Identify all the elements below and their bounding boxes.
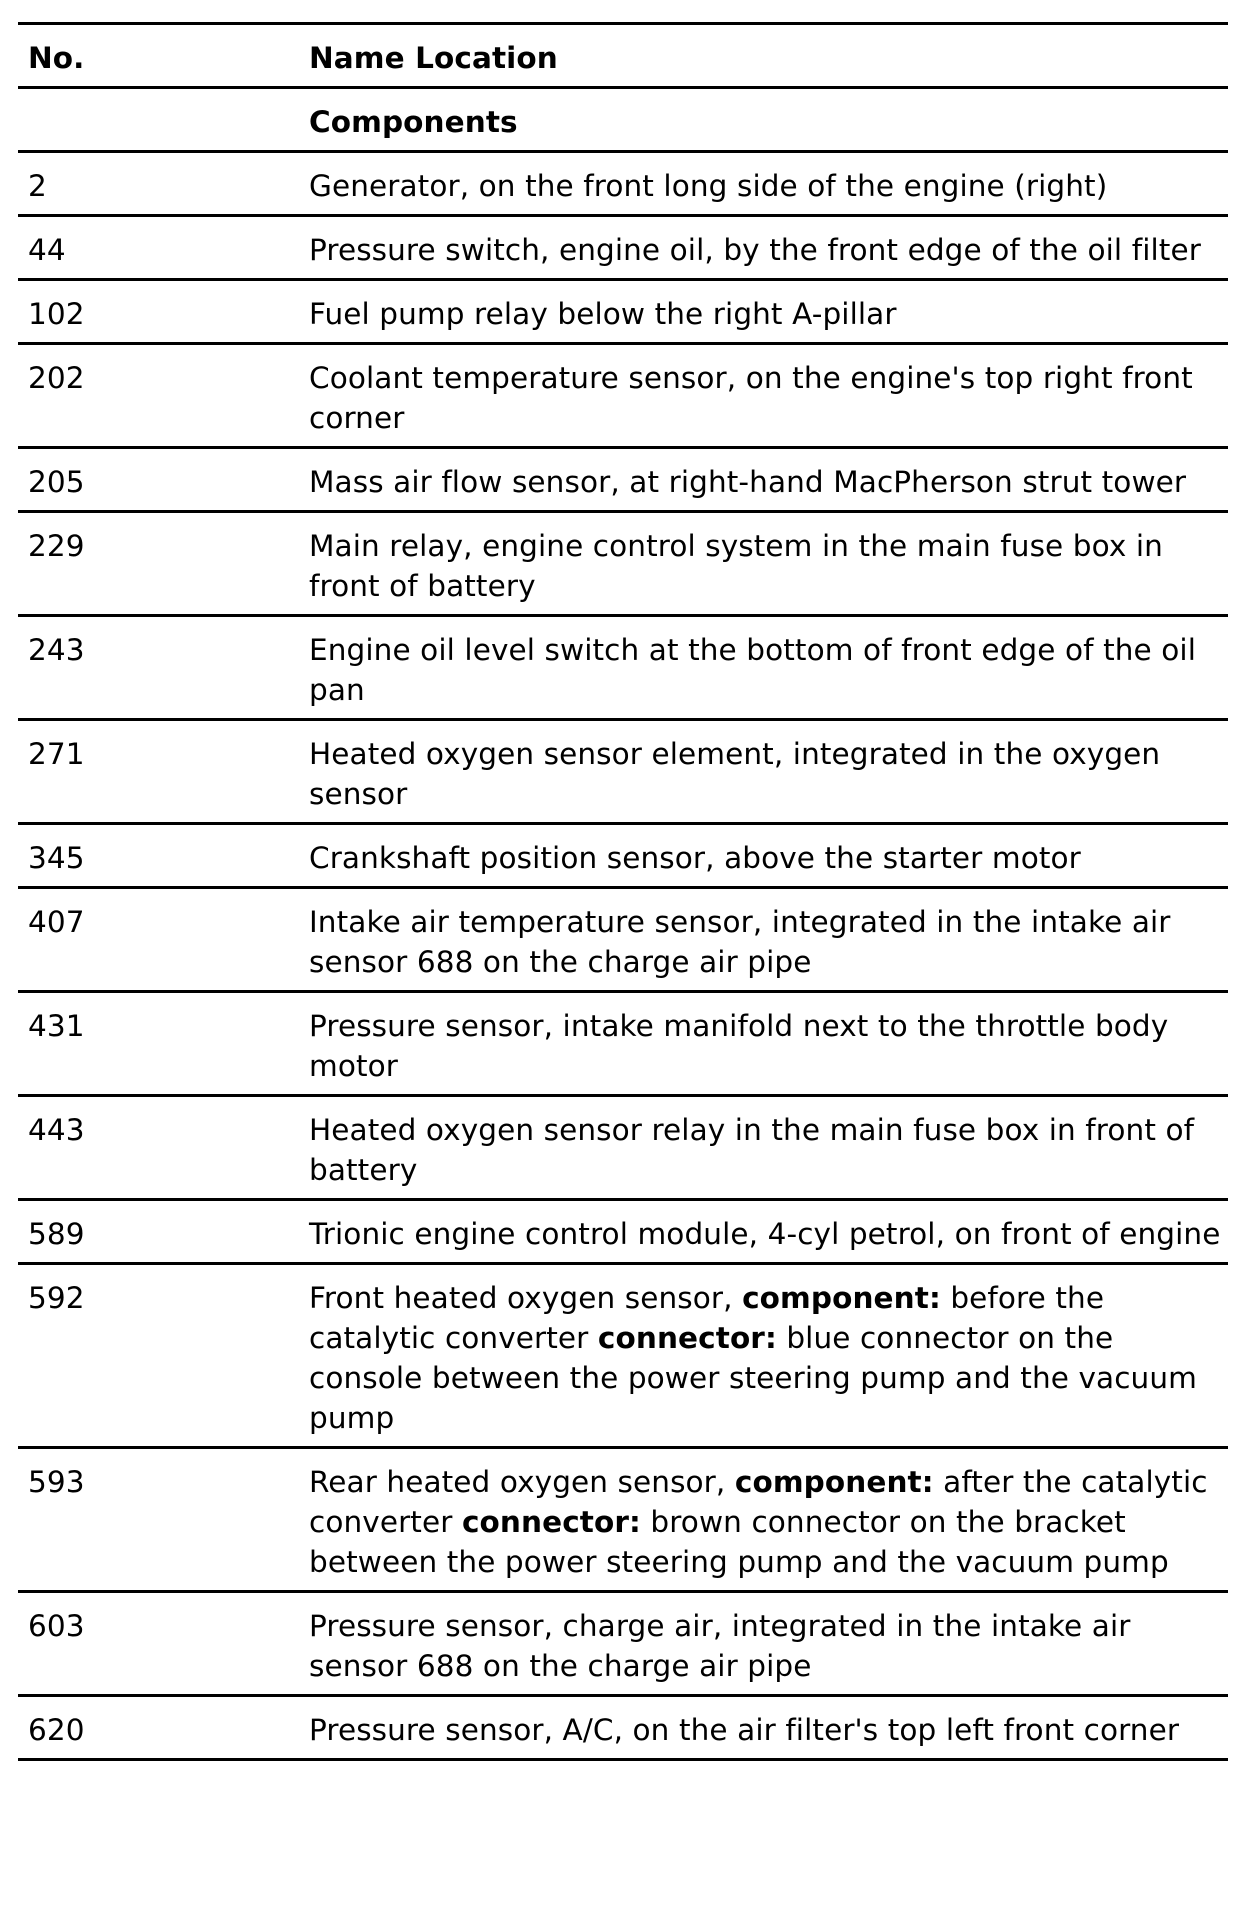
component-number: 243 [18, 616, 309, 720]
location-text: Heated oxygen sensor element, integrated in the oxygen sensor [309, 737, 1161, 811]
component-number: 44 [18, 216, 309, 280]
component-name-location [309, 888, 1228, 992]
location-text: after the catalytic converter [309, 1465, 1208, 1539]
table-row [18, 1200, 1228, 1264]
location-text: Main relay, engine control system in the main fuse box in front of battery [309, 529, 1163, 603]
component-number: 593 [18, 1448, 309, 1592]
location-keyword: connector: [597, 1321, 777, 1355]
component-name-location [309, 720, 1228, 824]
component-number: 102 [18, 280, 309, 344]
section-title: Components [309, 88, 1228, 152]
component-number: 443 [18, 1096, 309, 1200]
location-text: Trionic engine control module, 4-cyl petrol, on front of engine [309, 1217, 1221, 1251]
location-keyword: component: [734, 1465, 934, 1499]
component-name-location [309, 344, 1228, 448]
component-name-location [309, 216, 1228, 280]
location-text: Pressure sensor, intake manifold next to the throttle body motor [309, 1009, 1169, 1083]
component-name-location [309, 1200, 1228, 1264]
table-row [18, 1696, 1228, 1760]
table-row [18, 280, 1228, 344]
component-name-location [309, 1096, 1228, 1200]
component-name-location [309, 1696, 1228, 1760]
section-row [18, 88, 1228, 152]
column-header-name-location: Name Location [309, 24, 1228, 88]
component-number: 603 [18, 1592, 309, 1696]
table-row [18, 216, 1228, 280]
table-row [18, 152, 1228, 216]
table-row [18, 448, 1228, 512]
location-text: Engine oil level switch at the bottom of front edge of the oil pan [309, 633, 1196, 707]
table-row [18, 1448, 1228, 1592]
header-row [18, 24, 1228, 88]
location-text: Rear heated oxygen sensor, [309, 1465, 735, 1499]
location-text: Generator, on the front long side of the engine (right) [309, 169, 1108, 203]
table-row [18, 720, 1228, 824]
component-name-location [309, 1448, 1228, 1592]
location-text: Mass air flow sensor, at right-hand MacPherson strut tower [309, 465, 1187, 499]
table-row [18, 992, 1228, 1096]
location-text: Pressure sensor, A/C, on the air filter's top left front corner [309, 1713, 1180, 1747]
location-text: Intake air temperature sensor, integrated in the intake air sensor 688 on the charge air pipe [309, 905, 1171, 979]
component-number: 407 [18, 888, 309, 992]
table-row [18, 616, 1228, 720]
component-name-location [309, 1592, 1228, 1696]
table-row [18, 824, 1228, 888]
location-text: Front heated oxygen sensor, [309, 1281, 743, 1315]
component-table [18, 22, 1228, 1761]
location-text: Fuel pump relay below the right A-pillar [309, 297, 897, 331]
component-number: 592 [18, 1264, 309, 1448]
component-number: 205 [18, 448, 309, 512]
location-text: brown connector on the bracket between the power steering pump and the vacuum pump [309, 1505, 1169, 1579]
table-row [18, 888, 1228, 992]
table-body [18, 88, 1228, 1760]
location-text: Pressure switch, engine oil, by the front edge of the oil filter [309, 233, 1201, 267]
component-name-location [309, 824, 1228, 888]
component-name-location [309, 512, 1228, 616]
component-name-location [309, 616, 1228, 720]
component-location-sheet [18, 22, 1228, 1761]
component-number: 345 [18, 824, 309, 888]
table-row [18, 1264, 1228, 1448]
location-keyword: connector: [461, 1505, 641, 1539]
component-name-location [309, 992, 1228, 1096]
location-text: Coolant temperature sensor, on the engine's top right front corner [309, 361, 1193, 435]
location-text: Pressure sensor, charge air, integrated in the intake air sensor 688 on the charge air pipe [309, 1609, 1131, 1683]
component-number: 229 [18, 512, 309, 616]
component-name-location [309, 280, 1228, 344]
table-row [18, 344, 1228, 448]
location-keyword: component: [742, 1281, 941, 1315]
section-no-cell [18, 88, 309, 152]
component-number: 431 [18, 992, 309, 1096]
component-name-location [309, 1264, 1228, 1448]
location-text: before the catalytic converter [309, 1281, 1105, 1355]
component-number: 2 [18, 152, 309, 216]
component-number: 202 [18, 344, 309, 448]
component-number: 620 [18, 1696, 309, 1760]
table-row [18, 1096, 1228, 1200]
component-number: 589 [18, 1200, 309, 1264]
component-number: 271 [18, 720, 309, 824]
column-header-no: No. [18, 24, 309, 88]
table-row [18, 512, 1228, 616]
component-name-location [309, 152, 1228, 216]
location-text: Heated oxygen sensor relay in the main fuse box in front of battery [309, 1113, 1195, 1187]
location-text: blue connector on the console between the power steering pump and the vacuum pump [309, 1321, 1197, 1435]
location-text: Crankshaft position sensor, above the starter motor [309, 841, 1081, 875]
component-name-location [309, 448, 1228, 512]
table-row [18, 1592, 1228, 1696]
